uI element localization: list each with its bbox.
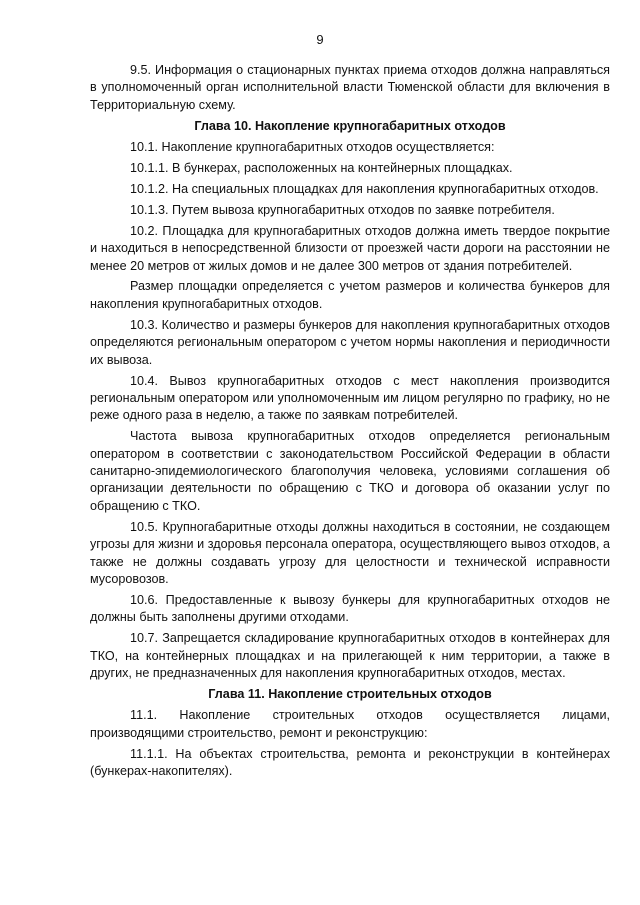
paragraph-10-1: 10.1. Накопление крупногабаритных отходов осуществляется: — [130, 140, 495, 155]
paragraph-9-5: 9.5. Информация о стационарных пунктах приема отходов должна направляться в уполномоченный орган исполнительной власти Тюменской области для включения в Территориальную схему. — [90, 63, 610, 112]
page-number: 9 — [316, 32, 324, 47]
paragraph-10-1-2: 10.1.2. На специальных площадках для накопления крупногабаритных отходов. — [130, 181, 599, 196]
paragraph-10-1-1: 10.1.1. В бункерах, расположенных на контейнерных площадках. — [130, 161, 513, 176]
paragraph-10-4: 10.4. Вывоз крупногабаритных отходов с мест накопления производится региональным оператором или уполномоченным им лицом регулярно по графику, но не реже одного раза в неделю, а также по заявкам потребителей. — [90, 373, 610, 423]
paragraph-10-1-3: 10.1.3. Путем вывоза крупногабаритных отходов по заявке потребителя. — [130, 202, 555, 217]
chapter-10-heading: Глава 10. Накопление крупногабаритных отходов — [194, 118, 506, 133]
paragraph-10-4-frequency: Частота вывоза крупногабаритных отходов определяется региональным оператором в соответствии с законодательством Российской Федерации в области санитарно-эпидемиологического благополучия человека, условиями соглашения об организации деятельности по обращению с ТКО и договора об оказании услуг по обращению с ТКО. — [90, 429, 610, 513]
paragraph-11-1: 11.1. Накопление строительных отходов осуществляется лицами, производящими строительство, ремонт и реконструкцию: — [90, 708, 610, 740]
document-body — [90, 62, 610, 784]
paragraph-11-1-1: 11.1.1. На объектах строительства, ремонта и реконструкции в контейнерах (бункерах-накопителях). — [90, 746, 610, 779]
paragraph-10-5: 10.5. Крупногабаритные отходы должны находиться в состоянии, не создающем угрозы для жизни и здоровья персонала оператора, осуществляющего вывоз отходов, а также не должны создавать угрозу для целостности и технической исправности мусоровозов. — [90, 519, 610, 586]
chapter-11-heading: Глава 11. Накопление строительных отходов — [208, 686, 492, 701]
paragraph-10-7: 10.7. Запрещается складирование крупногабаритных отходов в контейнерах для ТКО, на контейнерных площадках и на прилегающей к ним территории, а также в других, не предназначенных для накопления крупногабаритных отходов, местах. — [90, 631, 610, 680]
paragraph-10-2: 10.2. Площадка для крупногабаритных отходов должна иметь твердое покрытие и находиться в непосредственной близости от проезжей части дороги на расстоянии не менее 20 метров от жилых домов и не далее 300 метров от здания потребителей. — [90, 223, 610, 273]
paragraph-10-3: 10.3. Количество и размеры бункеров для накопления крупногабаритных отходов определяются региональным оператором с учетом нормы накопления и периодичности их вывоза. — [90, 317, 610, 367]
paragraph-10-6: 10.6. Предоставленные к вывозу бункеры для крупногабаритных отходов не должны быть заполнены другими отходами. — [90, 592, 610, 625]
paragraph-10-2-size: Размер площадки определяется с учетом размеров и количества бункеров для накопления крупногабаритных отходов. — [90, 279, 610, 311]
